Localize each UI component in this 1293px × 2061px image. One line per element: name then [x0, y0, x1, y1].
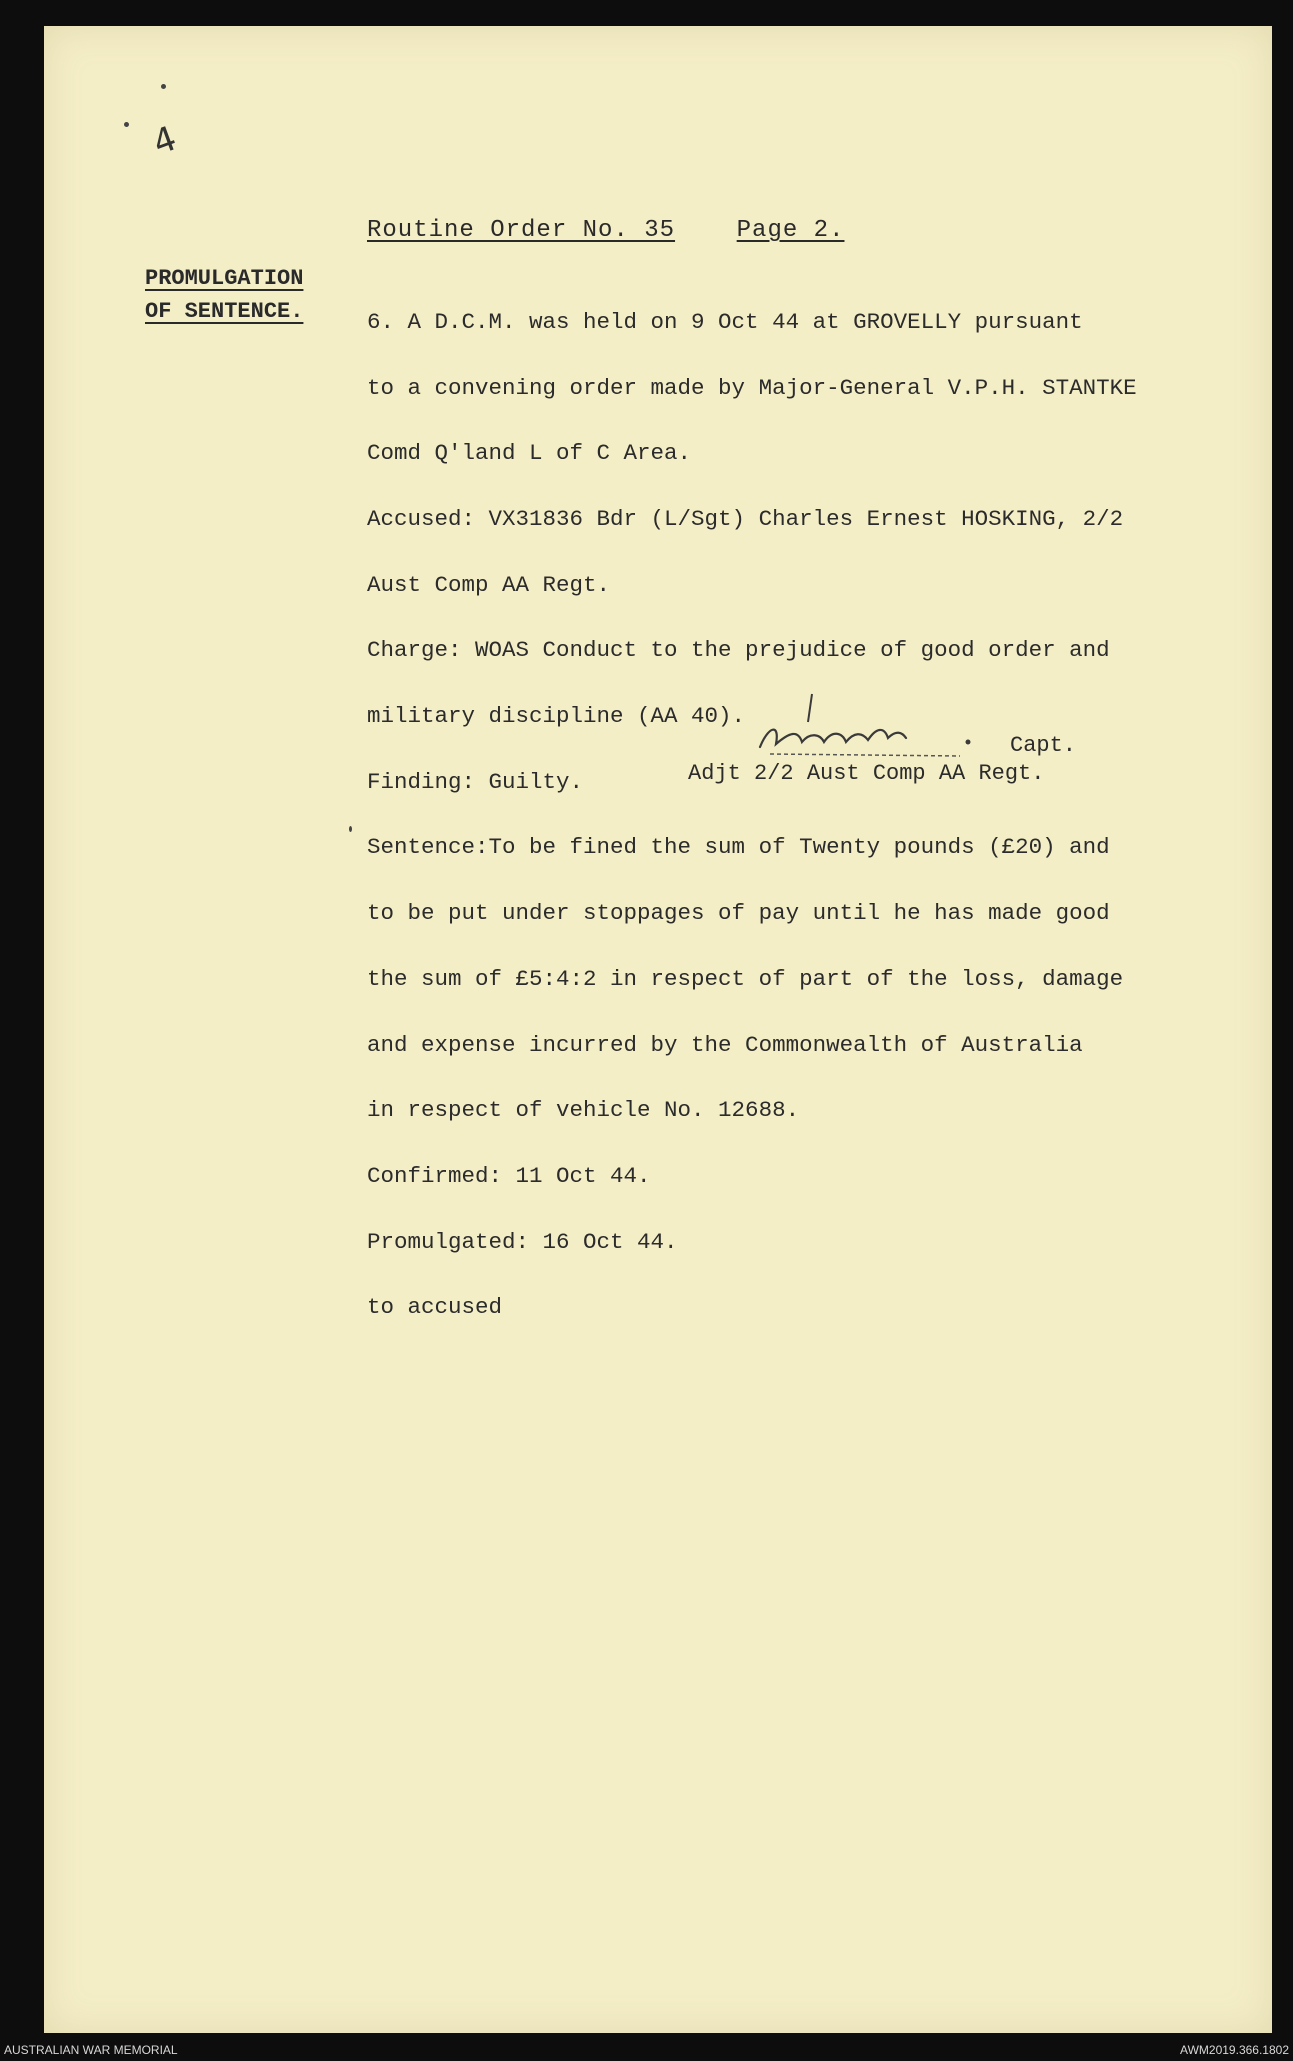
paper-speck: [349, 826, 352, 832]
margin-title: [145, 262, 303, 328]
paper-speck: [161, 84, 166, 89]
body-line: to be put under stoppages of pay until he has made good: [367, 900, 1110, 927]
margin-title-line: OF SENTENCE.: [145, 299, 304, 324]
body-line: to accused: [367, 1294, 503, 1321]
signatory-appointment: Adjt 2/2 Aust Comp AA Regt.: [688, 761, 1045, 786]
body-line: to a convening order made by Major-General V.P.H. STANTKE: [367, 374, 1137, 401]
body-line: in respect of vehicle No. 12688.: [367, 1097, 800, 1124]
body-line: Comd Q'land L of C Area.: [367, 440, 692, 467]
body-line: Accused: VX31836 Bdr (L/Sgt) Charles Ernest HOSKING, 2/2: [367, 505, 1124, 532]
body-line: 6. A D.C.M. was held on 9 Oct 44 at GROVELLY pursuant: [367, 308, 1083, 335]
handwritten-signature: [750, 692, 980, 762]
order-number: Routine Order No. 35: [367, 217, 676, 244]
body-line: military discipline (AA 40).: [367, 703, 746, 730]
order-body: [367, 268, 1217, 1341]
handwritten-page-mark: 4: [147, 118, 182, 164]
margin-title-line: PROMULGATION: [145, 266, 304, 291]
routine-order-heading: [367, 217, 844, 244]
body-line: and expense incurred by the Commonwealth of Australia: [367, 1031, 1083, 1058]
body-line: Sentence:To be fined the sum of Twenty pounds (£20) and: [367, 834, 1110, 861]
archive-footer: [0, 2039, 1293, 2061]
paper-speck: [124, 122, 129, 127]
body-line: Confirmed: 11 Oct 44.: [367, 1162, 651, 1189]
page-number: Page 2.: [736, 217, 845, 244]
body-line: Charge: WOAS Conduct to the prejudice of good order and: [367, 637, 1110, 664]
body-line: Aust Comp AA Regt.: [367, 571, 611, 598]
body-line: Promulgated: 16 Oct 44.: [367, 1228, 678, 1255]
body-line: Finding: Guilty.: [367, 768, 584, 795]
body-line: the sum of £5:4:2 in respect of part of the loss, damage: [367, 965, 1124, 992]
archive-name: AUSTRALIAN WAR MEMORIAL: [4, 2043, 178, 2057]
archive-reference: AWM2019.366.1802: [1180, 2043, 1289, 2057]
signatory-rank: Capt.: [1010, 733, 1077, 758]
